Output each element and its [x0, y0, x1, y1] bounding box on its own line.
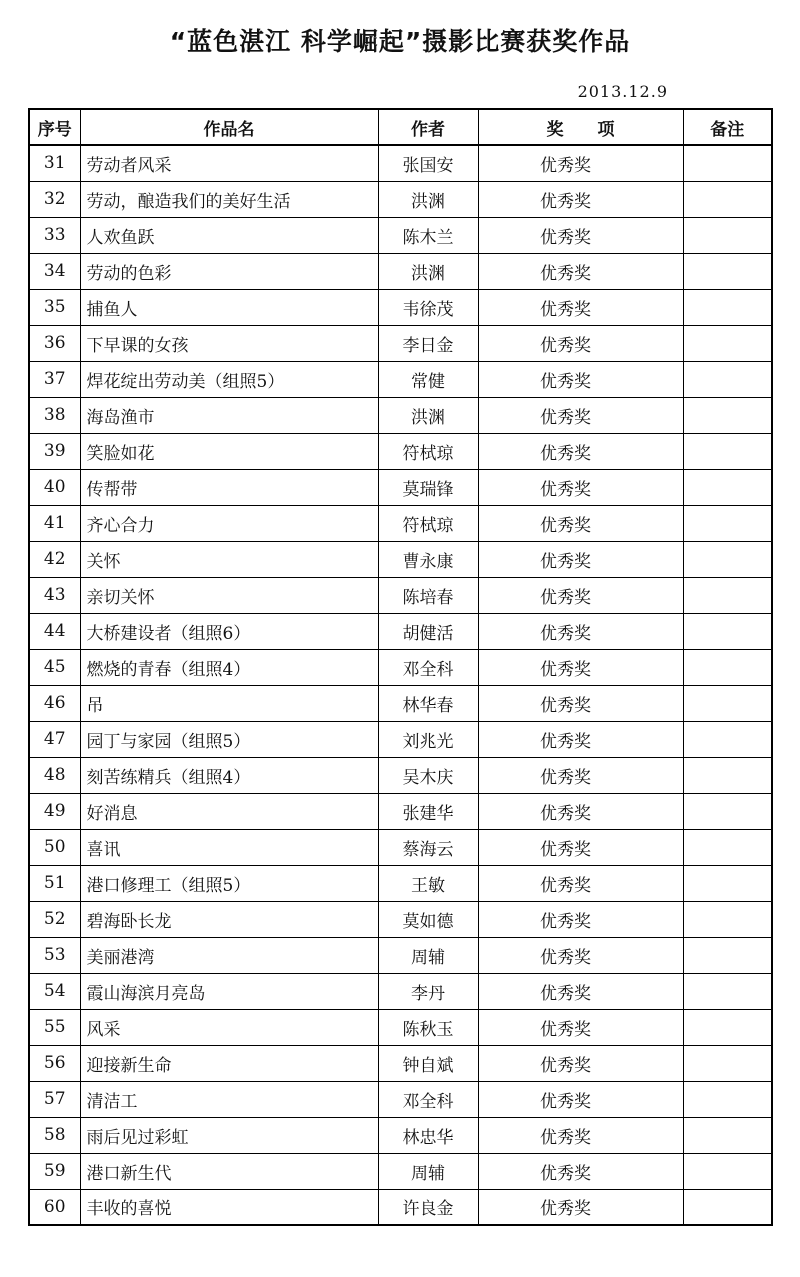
- row-number-cell: 55: [29, 1009, 80, 1045]
- row-number-cell: 31: [29, 145, 80, 181]
- row-number-cell: 32: [29, 181, 80, 217]
- row-award-cell: 优秀奖: [478, 613, 683, 649]
- row-note-cell: [683, 1189, 772, 1225]
- row-work-title-cell: 捕鱼人: [80, 289, 378, 325]
- row-award-cell: 优秀奖: [478, 973, 683, 1009]
- row-note-cell: [683, 649, 772, 685]
- row-award-cell: 优秀奖: [478, 217, 683, 253]
- row-note-cell: [683, 973, 772, 1009]
- row-author-cell: 洪渊: [378, 253, 478, 289]
- row-note-cell: [683, 1153, 772, 1189]
- row-note-cell: [683, 217, 772, 253]
- table-row: [29, 433, 772, 469]
- row-award-cell: 优秀奖: [478, 865, 683, 901]
- table-body: [29, 145, 772, 1225]
- row-number-cell: 37: [29, 361, 80, 397]
- row-note-cell: [683, 361, 772, 397]
- row-work-title-cell: 笑脸如花: [80, 433, 378, 469]
- row-award-cell: 优秀奖: [478, 541, 683, 577]
- row-work-title-cell: 美丽港湾: [80, 937, 378, 973]
- row-award-cell: 优秀奖: [478, 649, 683, 685]
- table-row: [29, 937, 772, 973]
- row-note-cell: [683, 937, 772, 973]
- row-note-cell: [683, 829, 772, 865]
- row-number-cell: 34: [29, 253, 80, 289]
- row-author-cell: 吴木庆: [378, 757, 478, 793]
- row-award-cell: 优秀奖: [478, 1153, 683, 1189]
- table-row: [29, 973, 772, 1009]
- table-header-row: [29, 109, 772, 145]
- table-row: [29, 397, 772, 433]
- row-note-cell: [683, 181, 772, 217]
- row-award-cell: 优秀奖: [478, 1189, 683, 1225]
- row-author-cell: 王敏: [378, 865, 478, 901]
- row-work-title-cell: 劳动的色彩: [80, 253, 378, 289]
- row-award-cell: 优秀奖: [478, 685, 683, 721]
- row-author-cell: 李日金: [378, 325, 478, 361]
- row-work-title-cell: 劳动，酿造我们的美好生活: [80, 181, 378, 217]
- row-award-cell: 优秀奖: [478, 793, 683, 829]
- row-note-cell: [683, 793, 772, 829]
- row-number-cell: 39: [29, 433, 80, 469]
- row-work-title-cell: 亲切关怀: [80, 577, 378, 613]
- row-number-cell: 46: [29, 685, 80, 721]
- row-award-cell: 优秀奖: [478, 757, 683, 793]
- table-row: [29, 1117, 772, 1153]
- row-author-cell: 李丹: [378, 973, 478, 1009]
- row-number-cell: 59: [29, 1153, 80, 1189]
- row-work-title-cell: 关怀: [80, 541, 378, 577]
- row-number-cell: 47: [29, 721, 80, 757]
- row-author-cell: 常健: [378, 361, 478, 397]
- row-author-cell: 陈培春: [378, 577, 478, 613]
- row-award-cell: 优秀奖: [478, 901, 683, 937]
- row-note-cell: [683, 577, 772, 613]
- row-award-cell: 优秀奖: [478, 829, 683, 865]
- row-award-cell: 优秀奖: [478, 361, 683, 397]
- row-award-cell: 优秀奖: [478, 1009, 683, 1045]
- table-row: [29, 721, 772, 757]
- row-work-title-cell: 风采: [80, 1009, 378, 1045]
- row-award-cell: 优秀奖: [478, 937, 683, 973]
- row-author-cell: 符栻琼: [378, 505, 478, 541]
- table-row: [29, 793, 772, 829]
- header-note: 备注: [683, 109, 772, 145]
- row-work-title-cell: 劳动者风采: [80, 145, 378, 181]
- row-work-title-cell: 燃烧的青春（组照4）: [80, 649, 378, 685]
- row-work-title-cell: 雨后见过彩虹: [80, 1117, 378, 1153]
- row-award-cell: 优秀奖: [478, 181, 683, 217]
- header-number: 序号: [29, 109, 80, 145]
- row-author-cell: 周辅: [378, 1153, 478, 1189]
- table-row: [29, 1009, 772, 1045]
- row-note-cell: [683, 721, 772, 757]
- row-work-title-cell: 焊花绽出劳动美（组照5）: [80, 361, 378, 397]
- row-award-cell: 优秀奖: [478, 577, 683, 613]
- row-work-title-cell: 丰收的喜悦: [80, 1189, 378, 1225]
- row-number-cell: 36: [29, 325, 80, 361]
- row-note-cell: [683, 865, 772, 901]
- row-number-cell: 33: [29, 217, 80, 253]
- row-author-cell: 洪渊: [378, 181, 478, 217]
- row-award-cell: 优秀奖: [478, 253, 683, 289]
- table-row: [29, 865, 772, 901]
- row-author-cell: 邓全科: [378, 1081, 478, 1117]
- row-award-cell: 优秀奖: [478, 1081, 683, 1117]
- row-work-title-cell: 海岛渔市: [80, 397, 378, 433]
- table-row: [29, 829, 772, 865]
- table-row: [29, 613, 772, 649]
- row-work-title-cell: 好消息: [80, 793, 378, 829]
- table-row: [29, 505, 772, 541]
- row-note-cell: [683, 901, 772, 937]
- row-work-title-cell: 齐心合力: [80, 505, 378, 541]
- table-row: [29, 685, 772, 721]
- awards-table: [28, 108, 773, 1226]
- row-work-title-cell: 清洁工: [80, 1081, 378, 1117]
- row-number-cell: 53: [29, 937, 80, 973]
- row-note-cell: [683, 469, 772, 505]
- row-work-title-cell: 喜讯: [80, 829, 378, 865]
- table-row: [29, 289, 772, 325]
- table-row: [29, 577, 772, 613]
- row-note-cell: [683, 325, 772, 361]
- row-work-title-cell: 碧海卧长龙: [80, 901, 378, 937]
- row-note-cell: [683, 289, 772, 325]
- row-number-cell: 45: [29, 649, 80, 685]
- row-work-title-cell: 传帮带: [80, 469, 378, 505]
- table-row: [29, 145, 772, 181]
- table-row: [29, 325, 772, 361]
- row-note-cell: [683, 1117, 772, 1153]
- row-award-cell: 优秀奖: [478, 145, 683, 181]
- row-author-cell: 许良金: [378, 1189, 478, 1225]
- header-author: 作者: [378, 109, 478, 145]
- table-row: [29, 757, 772, 793]
- row-author-cell: 莫如德: [378, 901, 478, 937]
- row-author-cell: 邓全科: [378, 649, 478, 685]
- row-author-cell: 陈秋玉: [378, 1009, 478, 1045]
- row-number-cell: 40: [29, 469, 80, 505]
- row-author-cell: 洪渊: [378, 397, 478, 433]
- row-work-title-cell: 吊: [80, 685, 378, 721]
- row-number-cell: 42: [29, 541, 80, 577]
- row-author-cell: 莫瑞锋: [378, 469, 478, 505]
- row-note-cell: [683, 253, 772, 289]
- row-note-cell: [683, 505, 772, 541]
- row-author-cell: 韦徐茂: [378, 289, 478, 325]
- row-author-cell: 蔡海云: [378, 829, 478, 865]
- row-author-cell: 胡健活: [378, 613, 478, 649]
- document-date: 2013.12.9: [577, 82, 668, 101]
- row-note-cell: [683, 613, 772, 649]
- row-author-cell: 钟自斌: [378, 1045, 478, 1081]
- row-award-cell: 优秀奖: [478, 505, 683, 541]
- row-author-cell: 陈木兰: [378, 217, 478, 253]
- row-work-title-cell: 港口修理工（组照5）: [80, 865, 378, 901]
- row-award-cell: 优秀奖: [478, 1117, 683, 1153]
- row-award-cell: 优秀奖: [478, 433, 683, 469]
- row-number-cell: 41: [29, 505, 80, 541]
- row-number-cell: 43: [29, 577, 80, 613]
- table-row: [29, 541, 772, 577]
- table-row: [29, 361, 772, 397]
- row-award-cell: 优秀奖: [478, 1045, 683, 1081]
- row-number-cell: 51: [29, 865, 80, 901]
- row-note-cell: [683, 433, 772, 469]
- row-note-cell: [683, 397, 772, 433]
- row-note-cell: [683, 757, 772, 793]
- row-note-cell: [683, 1081, 772, 1117]
- row-note-cell: [683, 145, 772, 181]
- row-award-cell: 优秀奖: [478, 397, 683, 433]
- table-row: [29, 1189, 772, 1225]
- row-award-cell: 优秀奖: [478, 469, 683, 505]
- row-author-cell: 刘兆光: [378, 721, 478, 757]
- table-row: [29, 181, 772, 217]
- row-work-title-cell: 刻苦练精兵（组照4）: [80, 757, 378, 793]
- row-author-cell: 张建华: [378, 793, 478, 829]
- row-award-cell: 优秀奖: [478, 289, 683, 325]
- row-number-cell: 35: [29, 289, 80, 325]
- row-author-cell: 周辅: [378, 937, 478, 973]
- row-work-title-cell: 迎接新生命: [80, 1045, 378, 1081]
- table-row: [29, 1045, 772, 1081]
- table-row: [29, 1081, 772, 1117]
- row-author-cell: 符栻琼: [378, 433, 478, 469]
- table-row: [29, 1153, 772, 1189]
- row-note-cell: [683, 1045, 772, 1081]
- header-award: 奖 项: [478, 109, 683, 145]
- row-number-cell: 38: [29, 397, 80, 433]
- table-row: [29, 253, 772, 289]
- page-title: “蓝色湛江 科学崛起”摄影比赛获奖作品: [169, 27, 631, 56]
- row-author-cell: 张国安: [378, 145, 478, 181]
- row-award-cell: 优秀奖: [478, 325, 683, 361]
- row-work-title-cell: 下早课的女孩: [80, 325, 378, 361]
- row-author-cell: 林忠华: [378, 1117, 478, 1153]
- row-number-cell: 50: [29, 829, 80, 865]
- row-number-cell: 52: [29, 901, 80, 937]
- row-award-cell: 优秀奖: [478, 721, 683, 757]
- row-note-cell: [683, 685, 772, 721]
- header-work-title: 作品名: [80, 109, 378, 145]
- row-note-cell: [683, 1009, 772, 1045]
- row-author-cell: 曹永康: [378, 541, 478, 577]
- row-work-title-cell: 港口新生代: [80, 1153, 378, 1189]
- table-row: [29, 901, 772, 937]
- row-number-cell: 44: [29, 613, 80, 649]
- row-number-cell: 60: [29, 1189, 80, 1225]
- table-row: [29, 649, 772, 685]
- row-number-cell: 54: [29, 973, 80, 1009]
- row-work-title-cell: 霞山海滨月亮岛: [80, 973, 378, 1009]
- row-work-title-cell: 园丁与家园（组照5）: [80, 721, 378, 757]
- row-number-cell: 57: [29, 1081, 80, 1117]
- row-work-title-cell: 人欢鱼跃: [80, 217, 378, 253]
- row-work-title-cell: 大桥建设者（组照6）: [80, 613, 378, 649]
- row-number-cell: 48: [29, 757, 80, 793]
- row-number-cell: 58: [29, 1117, 80, 1153]
- table-row: [29, 469, 772, 505]
- row-author-cell: 林华春: [378, 685, 478, 721]
- row-number-cell: 56: [29, 1045, 80, 1081]
- row-number-cell: 49: [29, 793, 80, 829]
- table-row: [29, 217, 772, 253]
- row-note-cell: [683, 541, 772, 577]
